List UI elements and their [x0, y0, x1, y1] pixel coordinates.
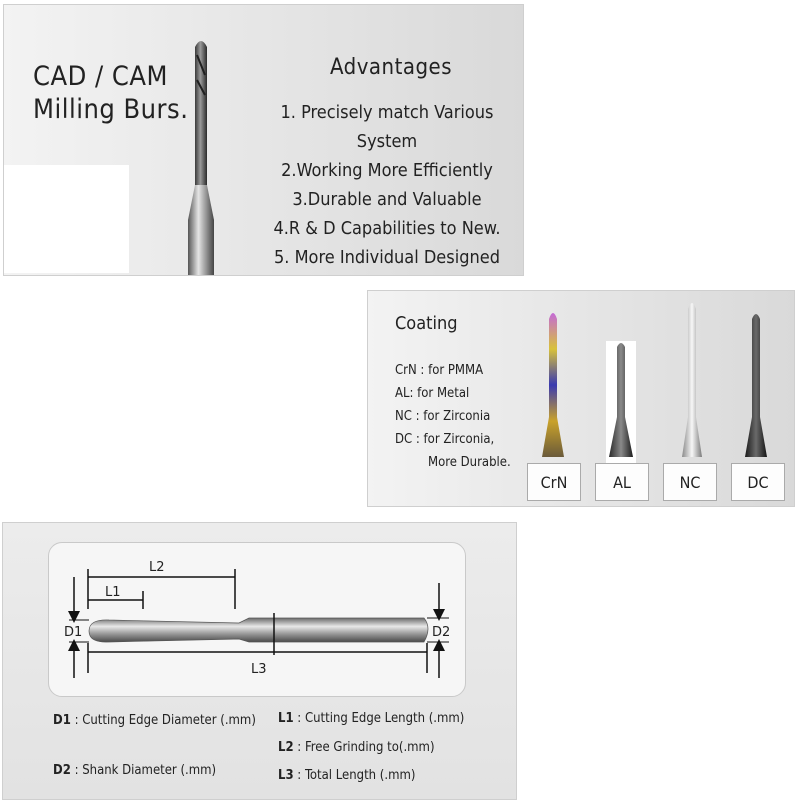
intro-panel [3, 4, 524, 276]
product-title-line2: Milling Burs. [33, 94, 189, 125]
advantage-item: 3.Durable and Valuable [292, 189, 482, 210]
coating-item: CrN : for PMMA [395, 363, 484, 378]
coating-label-dc: DC [731, 463, 785, 501]
coating-list [395, 359, 511, 474]
legend-d1 [53, 713, 256, 728]
label-d2: D2 [432, 625, 451, 640]
legend-code: L1 [278, 711, 294, 726]
legend-l3 [278, 768, 415, 783]
label-l3: L3 [251, 662, 267, 677]
dimension-diagram [48, 542, 466, 697]
legend-code: L2 [278, 740, 294, 755]
coating-label-nc: NC [663, 463, 717, 501]
coated-burs-image [518, 297, 788, 467]
coating-item-continuation: More Durable. [428, 455, 511, 470]
legend-code: D2 [53, 763, 71, 778]
coating-item: NC : for Zirconia [395, 409, 491, 424]
label-d1: D1 [64, 625, 83, 640]
legend-text: : Cutting Edge Length (.mm) [293, 711, 465, 726]
coating-item: DC : for Zirconia, [395, 432, 495, 447]
advantage-item: 5. More Individual Designed [273, 247, 501, 268]
legend-code: L3 [278, 768, 294, 783]
legend-text: : Total Length (.mm) [293, 768, 416, 783]
legend-text: : Cutting Edge Diameter (.mm) [70, 713, 256, 728]
advantages-title: Advantages [330, 55, 453, 80]
legend-l1 [278, 711, 464, 726]
advantage-item: 2.Working More Efficiently [281, 160, 493, 181]
legend-text: : Shank Diameter (.mm) [70, 763, 217, 778]
coating-item: AL: for Metal [395, 386, 470, 401]
coating-panel [367, 290, 795, 507]
product-title [33, 60, 188, 126]
label-l2: L2 [149, 560, 165, 575]
coating-label-crn: CrN [527, 463, 581, 501]
coating-label-al: AL [595, 463, 649, 501]
advantage-item: 1. Precisely match Various System [280, 102, 494, 152]
advantage-item: 4.R & D Capabilities to New. [273, 218, 501, 239]
panel-cutout [4, 165, 129, 273]
legend-l2 [278, 740, 435, 755]
dimension-drawing [49, 543, 465, 696]
dimensions-panel [2, 522, 517, 800]
label-l1: L1 [105, 585, 121, 600]
coating-title: Coating [395, 313, 458, 334]
milling-bur-image [176, 35, 226, 275]
advantages-list [252, 98, 522, 272]
legend-text: : Free Grinding to(.mm) [293, 740, 435, 755]
product-title-line1: CAD / CAM [33, 61, 168, 92]
legend-code: D1 [53, 713, 71, 728]
legend-d2 [53, 763, 216, 778]
